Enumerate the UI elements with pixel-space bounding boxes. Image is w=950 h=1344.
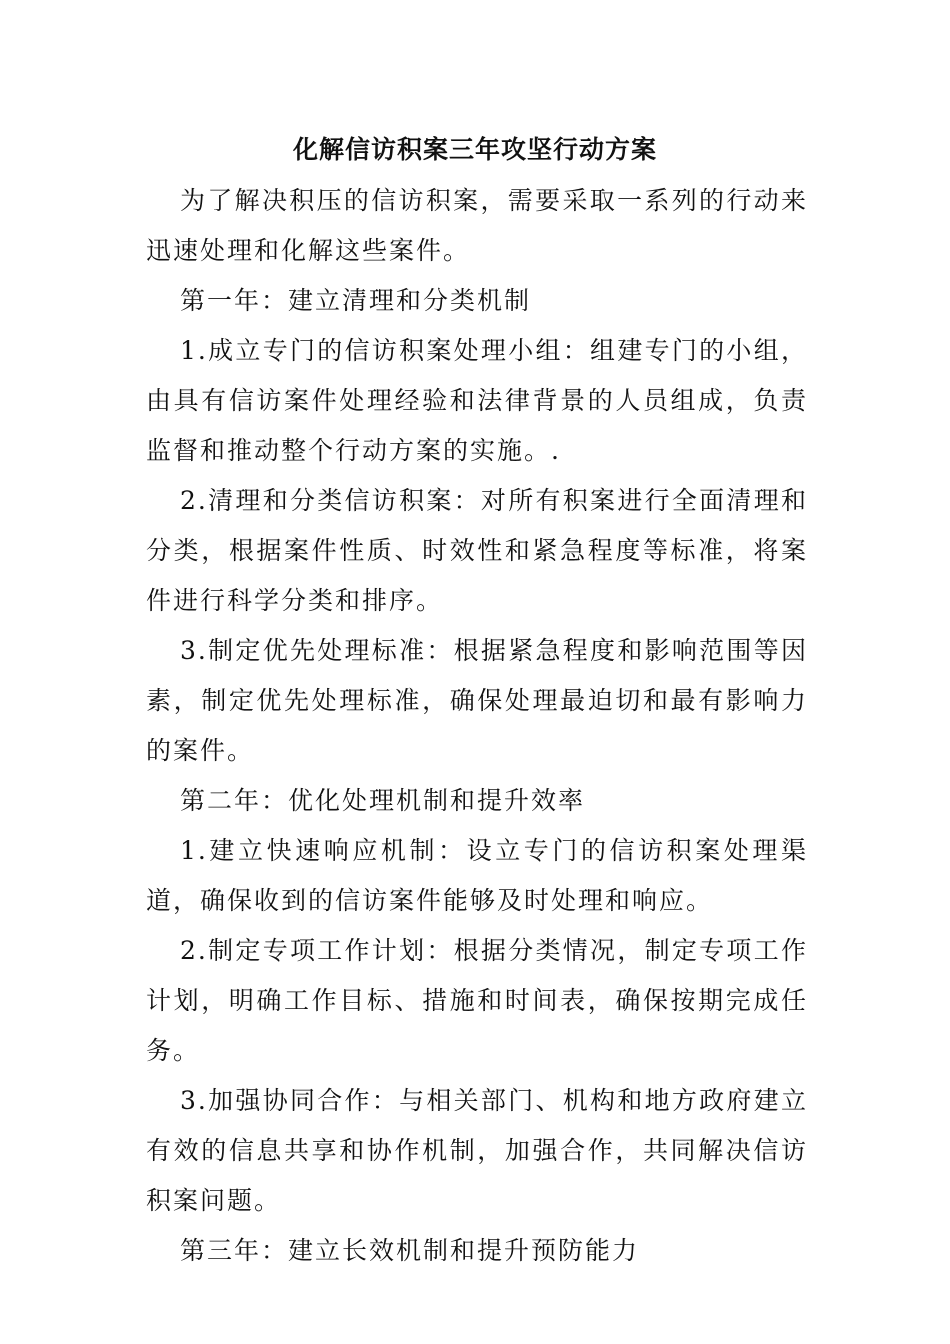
paragraph-year-one-item-1: 1.成立专门的信访积案处理小组：组建专门的小组，由具有信访案件处理经验和法律背景的人员组成，负责监督和推动整个行动方案的实施。.: [146, 336, 808, 465]
document-body: [146, 176, 808, 1276]
section-heading-year-three: 第三年：建立长效机制和提升预防能力: [180, 1236, 640, 1265]
paragraph-intro: 为了解决积压的信访积案，需要采取一系列的行动来迅速处理和化解这些案件。: [146, 186, 808, 265]
paragraph-year-two-item-1: 1.建立快速响应机制：设立专门的信访积案处理渠道，确保收到的信访案件能够及时处理和响应。: [146, 836, 808, 915]
document-title: 化解信访积案三年攻坚行动方案: [292, 135, 657, 164]
paragraph-year-one-item-2: 2.清理和分类信访积案：对所有积案进行全面清理和分类，根据案件性质、时效性和紧急程度等标准，将案件进行科学分类和排序。: [146, 486, 808, 615]
paragraph-year-two-item-2: 2.制定专项工作计划：根据分类情况，制定专项工作计划，明确工作目标、措施和时间表，确保按期完成任务。: [146, 936, 808, 1065]
section-heading-year-one: 第一年：建立清理和分类机制: [180, 286, 532, 315]
section-heading-year-two: 第二年：优化处理机制和提升效率: [180, 786, 586, 815]
paragraph-year-one-item-3: 3.制定优先处理标准：根据紧急程度和影响范围等因素，制定优先处理标准，确保处理最迫切和最有影响力的案件。: [146, 636, 808, 765]
paragraph-year-two-item-3: 3.加强协同合作：与相关部门、机构和地方政府建立有效的信息共享和协作机制，加强合作，共同解决信访积案问题。: [146, 1086, 808, 1215]
